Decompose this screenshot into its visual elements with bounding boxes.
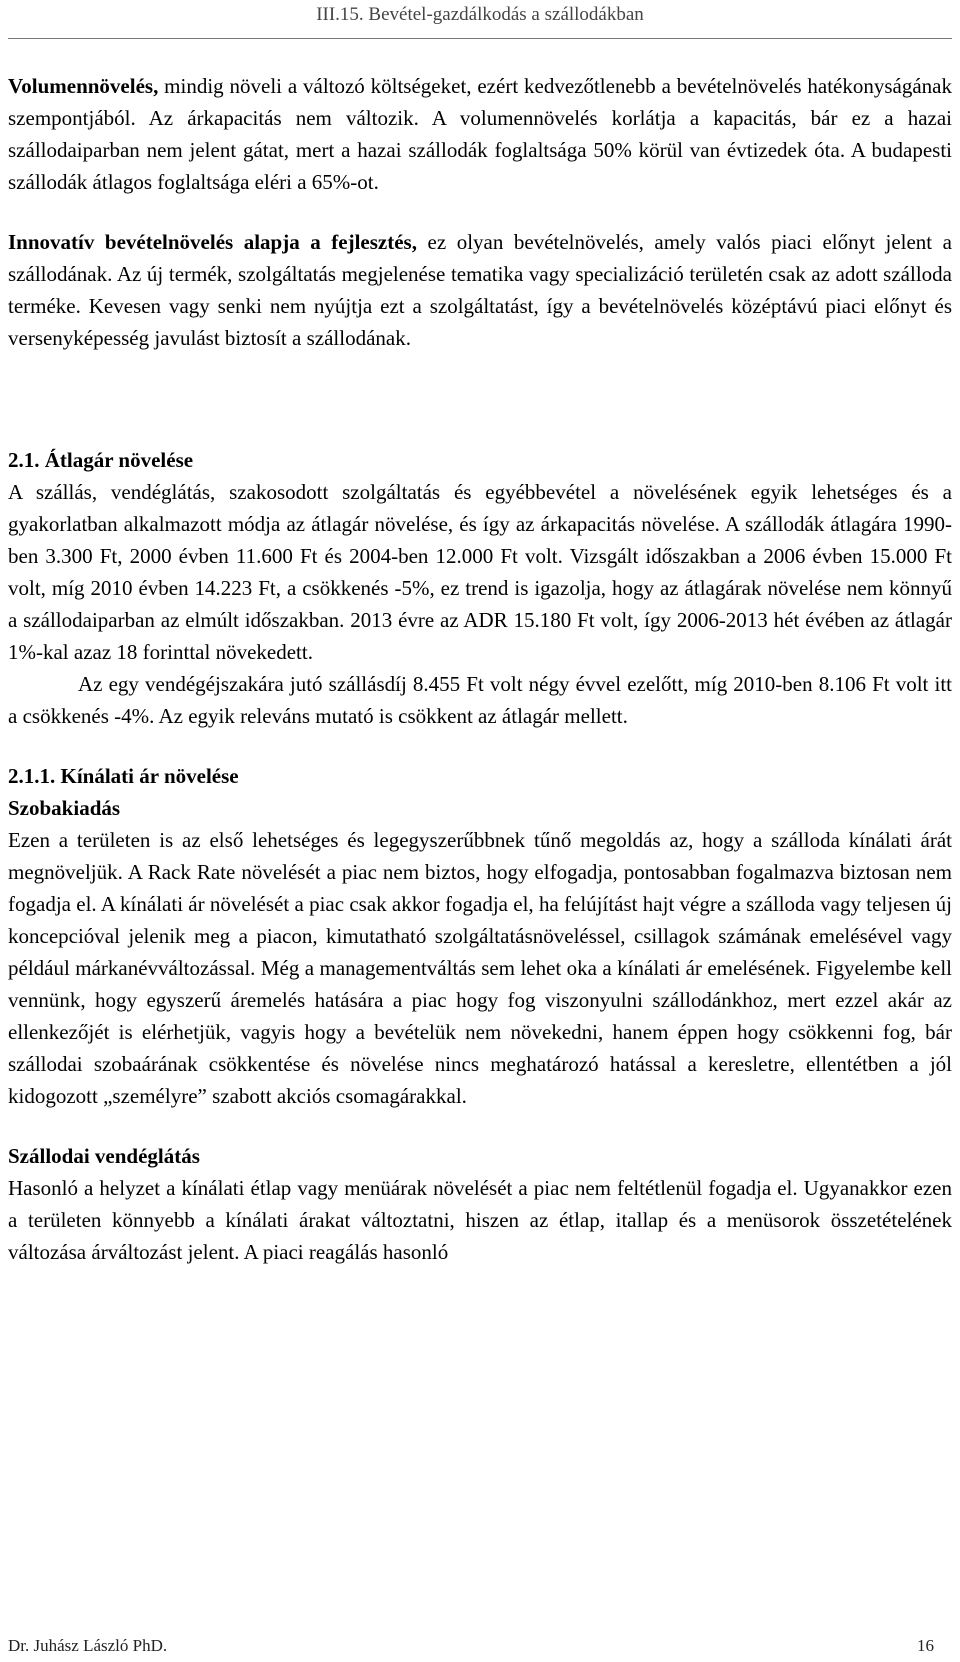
- running-header: III.15. Bevétel-gazdálkodás a szállodákban: [316, 4, 644, 25]
- paragraph-szobakiadas: Ezen a területen is az első lehetséges és legegyszerűbbnek tűnő megoldás az, hogy a szálloda kínálati árát megnöveljük. A Rack Rate növelését a piac nem biztos, hogy elfogadja, pontosabban fogalmazva biztosan nem fogadja el. A kínálati ár növelését a piac csak akkor fogadja el, ha felújítást hajt végre a szálloda vagy teljesen új koncepcióval jelenik meg a piacon, kimutatható szolgáltatásnöveléssel, csillagok számának emelésével vagy például márkanévváltozással. Még a managementváltás sem lehet oka a kínálati ár emelésének. Figyelembe kell vennünk, hogy egyszerű áremelés hatására a piac hogy fog viszonyulni szállodánkhoz, mert ezzel akár az ellenkezőjét is elérhetjük, vagyis hogy a bevételük nem növekedni, hanem éppen hogy csökkenni fog, bár szállodai szobaárának csökkentése és növelése nincs meghatározó hatással a keresletre, ellentétben a jól kidogozott „személyre” szabott akciós csomagárakkal.: [8, 828, 952, 1108]
- paragraph-text: mindig növeli a változó költségeket, ezért kedvezőtlenebb a bevételnövelés hatékonyságának szempontjából. Az árkapacitás nem változik. A volumennövelés korlátja a kapacitás, bár ez a hazai szállodaiparban nem jelent gátat, mert a hazai szállodák foglaltsága 50% körül van évtizedek óta. A budapesti szállodák átlagos foglaltsága eléri a 65%-ot.: [8, 74, 952, 194]
- subheading-szobakiadas: Szobakiadás: [8, 796, 121, 820]
- subheading-vendeglatas: Szállodai vendéglátás: [8, 1144, 200, 1168]
- paragraph-atlagar: A szállás, vendéglátás, szakosodott szolgáltatás és egyébbevétel a növelésének egyik lehetséges és a gyakorlatban alkalmazott módja az átlagár növelése, és így az árkapacitás növelése. A szállodák átlagára 1990-ben 3.300 Ft, 2000 évben 11.600 Ft és 2004-ben 12.000 Ft volt. Vizsgált időszakban a 2006 évben 15.000 Ft volt, míg 2010 évben 14.223 Ft, a csökkenés -5%, ez trend is igazolja, hogy az átlagárak növelése nem könnyű a szállodaiparban az elmúlt időszakban. 2013 évre az ADR 15.180 Ft volt, így 2006-2013 hét évében az átlagár 1%-kal azaz 18 forinttal növekedett.: [8, 480, 952, 664]
- document-body: [8, 70, 952, 1268]
- paragraph-text: ez olyan bevételnövelés, amely valós piaci előnyt jelent a szállodának. Az új termék, szolgáltatás megjelenése tematika vagy specializáció területén csak az adott szálloda terméke. Kevesen vagy senki nem nyújtja ezt a szolgáltatást, így a bevételnövelés középtávú piaci előnyt és versenyképesség javulást biztosít a szállodának.: [8, 230, 952, 350]
- section-heading-2-1: 2.1. Átlagár növelése: [8, 448, 194, 472]
- lead-term: Volumennövelés,: [8, 74, 159, 98]
- header-divider: [8, 38, 952, 39]
- paragraph-vendeglatas: Hasonló a helyzet a kínálati étlap vagy menüárak növelését a piac nem feltétlenül fogadja el. Ugyanakkor ezen a területen könnyebb a kínálati árakat változtatni, hiszen az étlap, itallap és a menüsorok összetételének változása árváltozást jelent. A piaci reagálás hasonló: [8, 1176, 952, 1264]
- paragraph-innovativ: [8, 226, 952, 354]
- paragraph-volumennoveles: [8, 70, 952, 198]
- lead-term: Innovatív bevételnövelés alapja a fejlesztés,: [8, 230, 417, 254]
- paragraph-szallasdij: Az egy vendégéjszakára jutó szállásdíj 8.455 Ft volt négy évvel ezelőtt, míg 2010-ben 8.106 Ft volt itt a csökkenés -4%. Az egyik releváns mutató is csökkent az átlagár mellett.: [8, 672, 952, 728]
- page-number: 16: [917, 1636, 934, 1655]
- section-heading-2-1-1: 2.1.1. Kínálati ár növelése: [8, 764, 239, 788]
- footer-author: Dr. Juhász László PhD.: [8, 1636, 168, 1655]
